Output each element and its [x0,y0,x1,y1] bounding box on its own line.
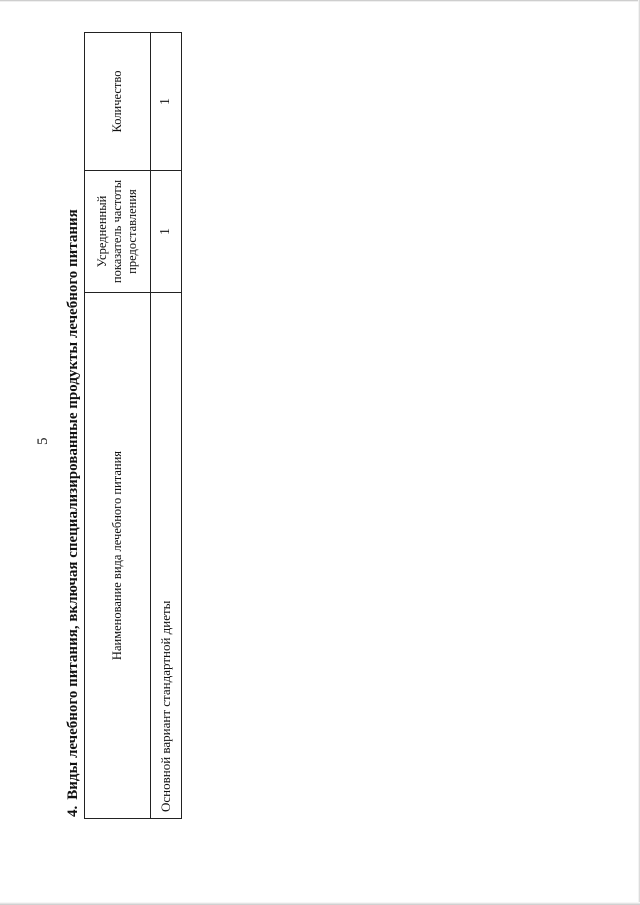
section-number: 4. [65,805,81,817]
section-title: Виды лечебного питания, включая специализированные продукты лечебного питания [65,209,81,800]
diet-table [84,32,182,819]
cell-frequency: 1 [151,171,182,293]
table-row [151,33,182,819]
header-diet-name: Наименование вида лечебного питания [85,293,151,819]
table-header-row [85,33,151,819]
header-frequency: Усредненный показатель частоты предоставления [85,171,151,293]
page-number: 5 [35,437,51,445]
section-heading [66,209,81,817]
cell-diet-name: Основной вариант стандартной диеты [151,293,182,819]
header-quantity: Количество [85,33,151,171]
cell-quantity: 1 [151,33,182,171]
